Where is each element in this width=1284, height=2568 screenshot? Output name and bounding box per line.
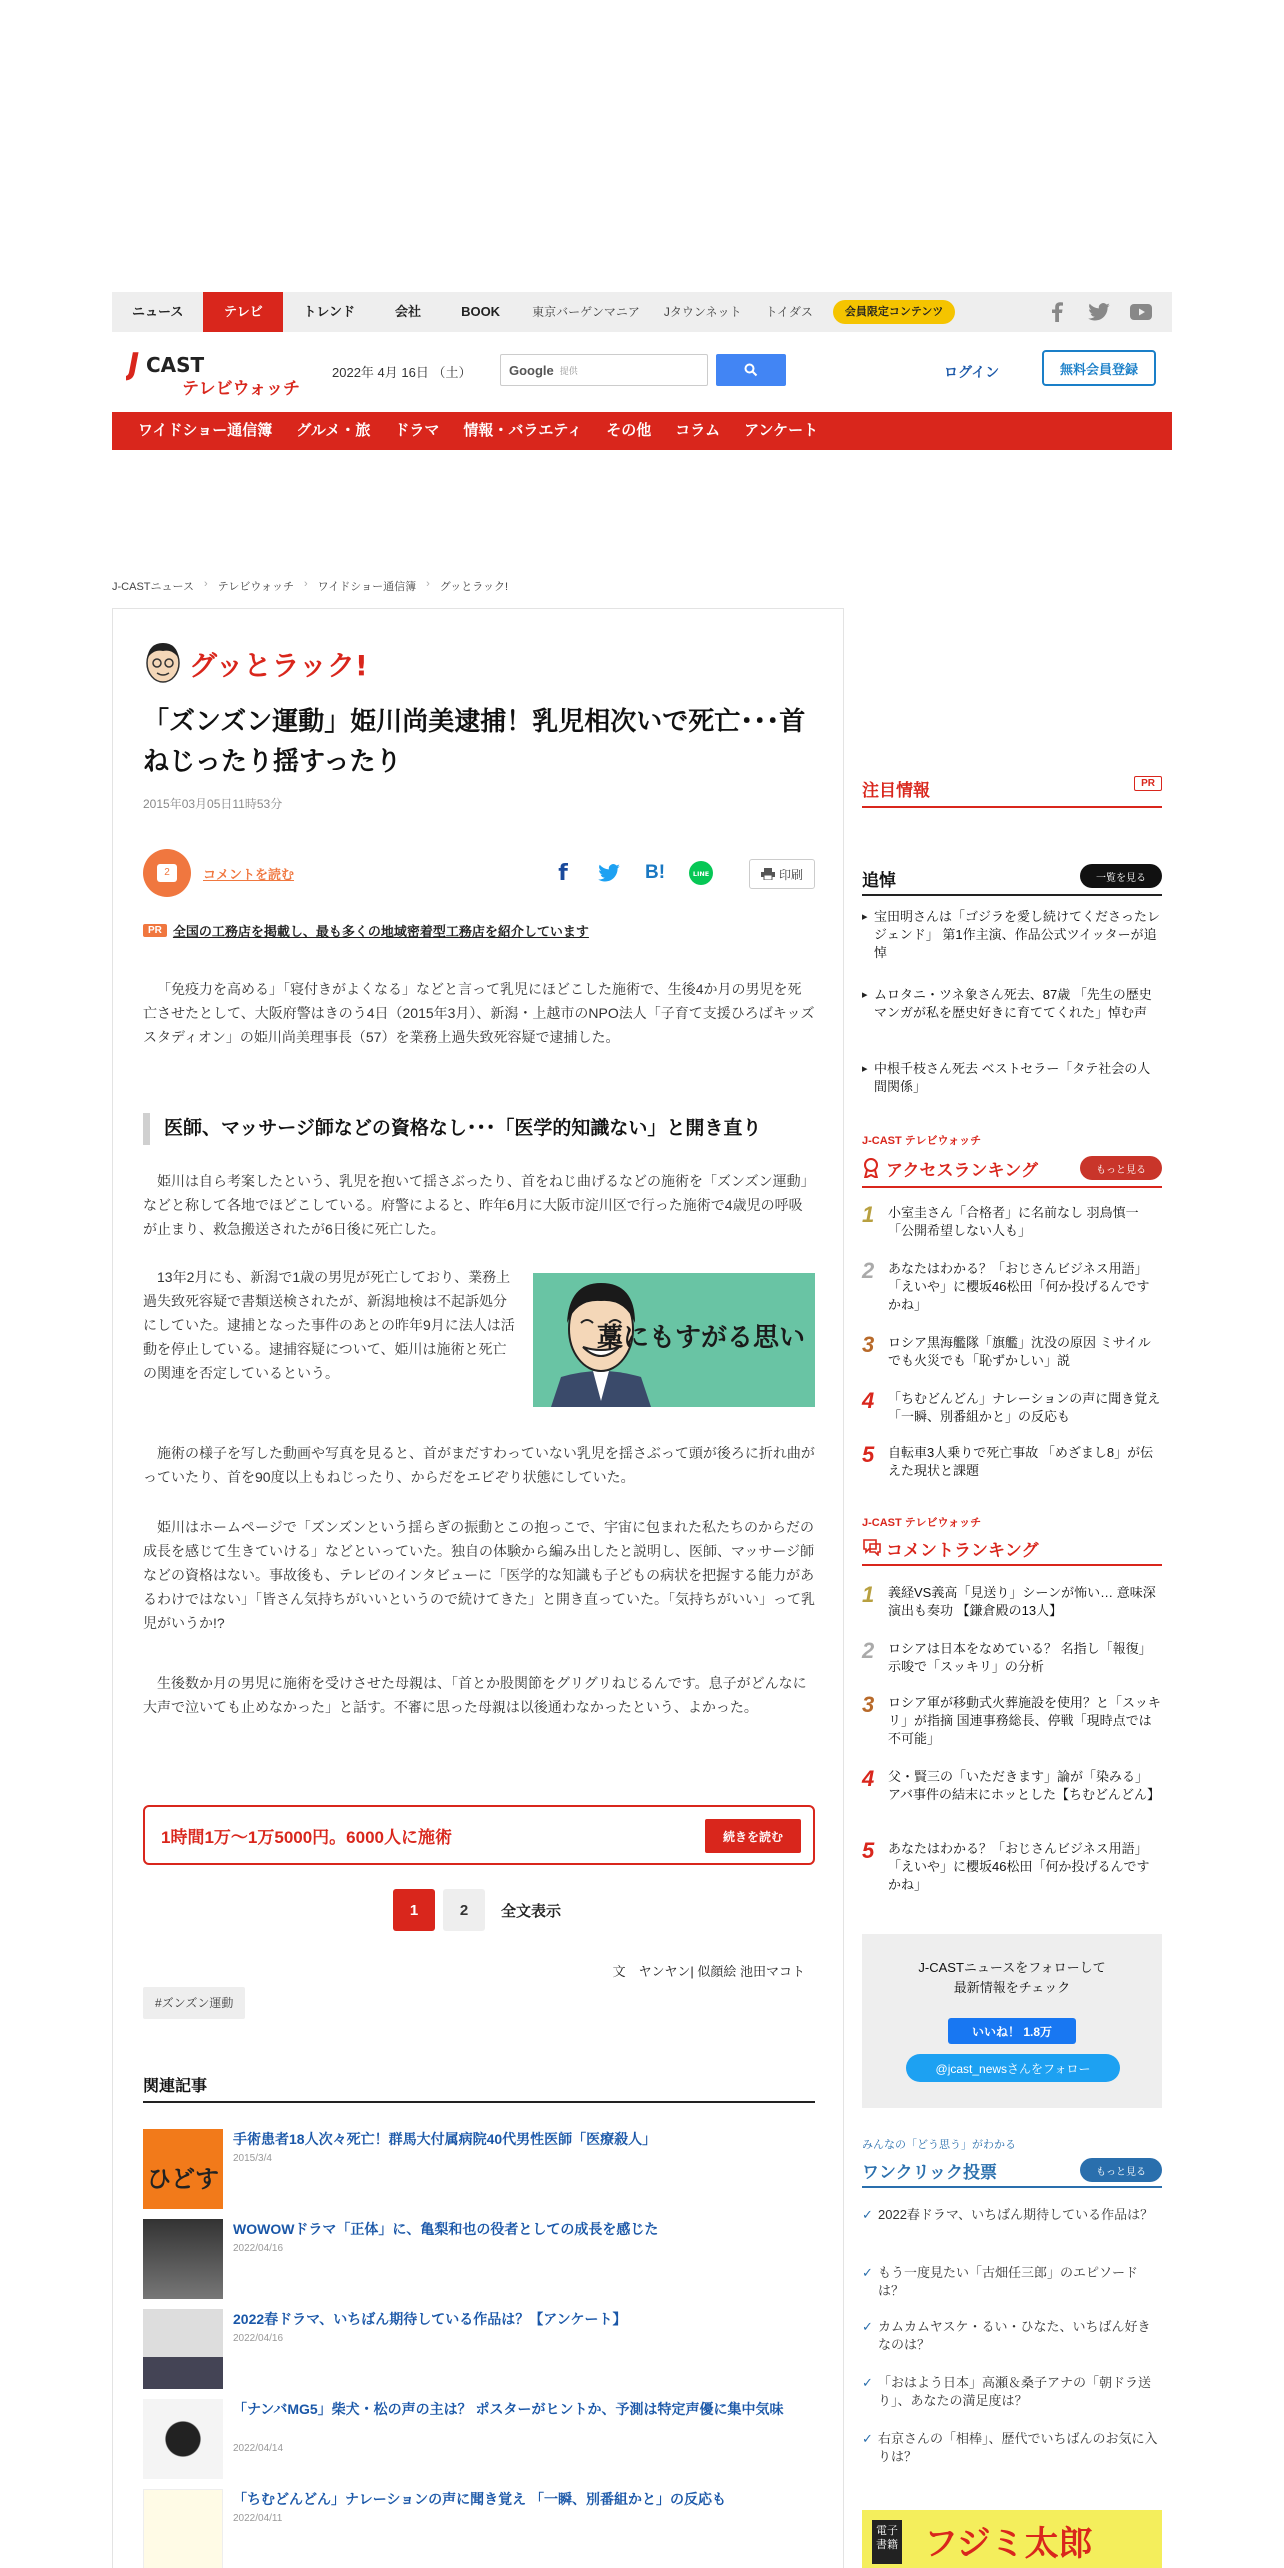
breadcrumb-item[interactable]: J-CASTニュース xyxy=(112,581,194,593)
ranking-item[interactable] xyxy=(862,1640,1162,1676)
twitter-follow-button[interactable]: @jcast_newsさんをフォロー xyxy=(906,2054,1120,2082)
banner-title: フジミ太郎 xyxy=(924,2524,1093,2564)
hatena-bookmark-icon[interactable]: B! xyxy=(644,862,666,883)
pr-badge: PR xyxy=(143,924,167,937)
link-jtown[interactable]: Jタウンネット xyxy=(663,305,742,319)
host-caricature-icon xyxy=(143,639,183,689)
related-item[interactable] xyxy=(143,2309,815,2393)
facebook-share-icon[interactable]: f xyxy=(558,860,568,886)
current-date: 2022年 4月 16日 （土） xyxy=(332,365,472,380)
breadcrumb-separator: › xyxy=(426,578,430,590)
access-ranking-title: アクセスランキング xyxy=(886,1161,1038,1180)
ranking-text: 小室圭さん「合格者」に名前なし 羽鳥慎一「公開希望しない人も」 xyxy=(888,1205,1139,1238)
featured-heading xyxy=(862,776,1162,801)
ranking-item[interactable] xyxy=(862,1694,1162,1748)
nav-survey[interactable]: アンケート xyxy=(744,422,819,439)
comment-icon[interactable] xyxy=(143,849,191,897)
ribbon-icon xyxy=(862,1158,880,1178)
svg-text:J: J xyxy=(128,347,140,382)
rank-number: 5 xyxy=(862,1838,875,1863)
read-more-button[interactable]: 続きを読む xyxy=(705,1819,801,1853)
twitter-share-icon[interactable] xyxy=(597,861,621,885)
ranking-text: あなたはわかる？「おじさんビジネス用語」 「えいや」に櫻坂46松田「何か投げるんですかね」 xyxy=(888,1261,1150,1312)
memorial-item[interactable]: ▸ 中根千枝さん死去 ベストセラー「タテ社会の人間関係」 xyxy=(862,1060,1162,1096)
rank-number: 4 xyxy=(862,1388,875,1413)
youtube-icon[interactable] xyxy=(1130,302,1152,322)
related-date: 2022/04/16 xyxy=(233,2243,284,2254)
nav-drama[interactable]: ドラマ xyxy=(394,422,440,439)
ranking-text: 義経VS義高「見送り」シーンが怖い… 意味深演出も奏功 【鎌倉殿の13人】 xyxy=(888,1585,1156,1618)
related-title-link[interactable]: WOWOWドラマ「正体」に、亀梨和也の役者としての成長を感じた xyxy=(233,2221,659,2237)
breadcrumb xyxy=(112,578,508,594)
section-nav xyxy=(112,412,1172,450)
facebook-icon[interactable] xyxy=(1046,302,1068,322)
print-label: 印刷 xyxy=(778,867,803,882)
print-button[interactable] xyxy=(749,859,815,889)
paragraph: 姫川はホームページで「ズンズンという揺らぎの振動とこの抱っこで、宇宙に包まれた私たちのからだの成長を感じて生きていける」などといっていた。独自の体験から編み出したと説明し、医師、マッサージ師などの資格はない。事故後も、テレビのインタビューに「医学的な知識も子どもの病状を把握する能力があるわけではない」「皆さん気持ちがいいというので続けてきた」と開き直っていた。「気持ちがいい」って乳児がいうか!? xyxy=(143,1519,815,1631)
breadcrumb-item[interactable]: グッとラック! xyxy=(439,581,509,593)
related-item[interactable] xyxy=(143,2129,815,2213)
ranking-item[interactable] xyxy=(862,1204,1162,1240)
breadcrumb-item[interactable]: テレビウォッチ xyxy=(217,581,294,593)
related-title-link[interactable]: 「ちむどんどん」ナレーションの声に聞き覚え 「一瞬、別番組かと」の反応も xyxy=(233,2491,727,2507)
page-2[interactable]: 2 xyxy=(443,1889,485,1931)
related-date: 2022/04/14 xyxy=(233,2443,284,2454)
divider xyxy=(862,894,1162,896)
paragraph: 13年2月にも、新潟で1歳の男児が死亡しており、業務上過失致死容疑で書類送検されたが、新潟地検は不起訴処分にしていた。逮捕となった事件のあとの昨年9月に法人は活動を停止している。逮捕容疑について、姫川は施術と死亡の関連を否定しているという。 xyxy=(143,1269,515,1381)
tab-book[interactable]: BOOK xyxy=(461,304,501,319)
nav-gourmet[interactable]: グルメ・旅 xyxy=(296,422,371,439)
related-thumb xyxy=(143,2309,223,2389)
link-toydas[interactable]: トイダス xyxy=(765,305,813,319)
ranking-text: 「ちむどんどん」ナレーションの声に聞き覚え 「一瞬、別番組かと」の反応も xyxy=(888,1391,1161,1424)
page-1[interactable]: 1 xyxy=(393,1889,435,1931)
access-more-button[interactable]: もっと見る xyxy=(1080,1156,1162,1180)
svg-text:LINE: LINE xyxy=(692,869,710,878)
comment-ranking-title: コメントランキング xyxy=(886,1541,1039,1560)
related-date: 2015/3/4 xyxy=(233,2153,272,2164)
paragraph: 生後数か月の男児に施術を受けさせた母親は、「首とか股関節をグリグリねじるんです。息子がどんなに大声で泣いても止めなかった」と話す。不審に思った母親は以後通わなかったという、よかった。 xyxy=(143,1675,807,1715)
ranking-text: 父・賢三の「いただきます」論が「染みる」 アバ事件の結末にホッとした【ちむどんどん】 xyxy=(888,1769,1160,1802)
banner-side-label: 電子書籍 xyxy=(872,2520,902,2564)
ranking-text: ロシア軍が移動式火葬施設を使用？と「スッキリ」が指摘 国連事務総長、停戦「現時点では不可能」 xyxy=(888,1695,1161,1746)
memorial-item[interactable]: ▸ ムロタニ・ツネ象さん死去、87歳 「先生の歴史マンガが私を歴史好きに育ててくれた」悼む声 xyxy=(862,986,1162,1022)
follow-box xyxy=(862,1934,1162,2108)
top-category-bar xyxy=(112,292,1172,332)
speech-bubble-icon xyxy=(862,1538,882,1556)
related-item[interactable] xyxy=(143,2219,815,2303)
poll-item[interactable]: ✓ もう一度見たい「古畑任三郎」のエピソードは？ xyxy=(862,2264,1162,2300)
follow-line-1: J-CASTニュースをフォローして xyxy=(918,1960,1106,1975)
tab-news[interactable]: ニュース xyxy=(132,304,184,319)
print-icon xyxy=(761,868,775,880)
breadcrumb-item[interactable]: ワイドショー通信簿 xyxy=(317,581,417,593)
share-bar xyxy=(143,849,815,897)
thumb-text: ひどす xyxy=(147,2166,219,2193)
login-link[interactable]: ログイン xyxy=(944,364,1000,380)
ranking-text: ロシアは日本をなめている？ 名指し「報復」示唆で「スッキリ」の分析 xyxy=(888,1641,1152,1674)
poll-item[interactable]: ✓ 2022春ドラマ、いちばん期待している作品は？ xyxy=(862,2206,1162,2224)
follow-text xyxy=(862,1958,1162,1998)
read-more-box[interactable] xyxy=(143,1805,815,1865)
article-title: 「ズンズン運動」姫川尚美逮捕！乳児相次いで死亡･･･首ねじったり揺すったり xyxy=(143,706,806,776)
poll-item[interactable]: ✓ 右京さんの「相棒」、歴代でいちばんのお気に入りは？ xyxy=(862,2430,1162,2466)
follow-line-2: 最新情報をチェック xyxy=(953,1980,1071,1995)
ranking-text: あなたはわかる？「おじさんビジネス用語」 「えいや」に櫻坂46松田「何か投げるんですかね」 xyxy=(888,1841,1150,1892)
caricature-illustration xyxy=(533,1273,815,1407)
rank-number: 4 xyxy=(862,1766,875,1791)
nav-wideshow[interactable]: ワイドショー通信簿 xyxy=(138,422,273,439)
ranking-item[interactable] xyxy=(862,1444,1162,1480)
ranking-item[interactable] xyxy=(862,1768,1162,1804)
poll-more-button[interactable]: もっと見る xyxy=(1080,2158,1162,2182)
related-date: 2022/04/16 xyxy=(233,2333,284,2344)
divider xyxy=(862,806,1162,808)
ad-banner[interactable] xyxy=(862,2510,1162,2568)
illustration-caption: 藁にもすがる思い xyxy=(596,1323,805,1353)
related-item[interactable] xyxy=(143,2399,815,2483)
tab-trend[interactable]: トレンド xyxy=(303,304,356,319)
pagination xyxy=(393,1889,561,1931)
memorial-more-button[interactable]: 一覧を見る xyxy=(1080,864,1162,888)
tab-tv[interactable]: テレビ xyxy=(203,292,283,332)
search-provider-note: 提供 xyxy=(559,365,578,376)
search-button[interactable] xyxy=(716,354,786,386)
twitter-icon[interactable] xyxy=(1088,302,1110,322)
link-bargain[interactable]: 東京バーゲンマニア xyxy=(532,305,640,319)
pr-link[interactable]: 全国の工務店を掲載し、最も多くの地域密着型工務店を紹介しています xyxy=(172,924,589,939)
poll-heading: ワンクリック投票 xyxy=(862,2163,997,2182)
section-label: J-CAST テレビウォッチ xyxy=(862,1135,982,1147)
poll-item[interactable]: ✓ 「おはよう日本」高瀬＆桑子アナの「朝ドラ送り」、あなたの満足度は？ xyxy=(862,2374,1162,2410)
featured-title: 注目情報 xyxy=(862,781,930,800)
nav-other[interactable]: その他 xyxy=(606,422,652,439)
article xyxy=(112,608,844,2568)
rank-number: 1 xyxy=(862,1202,875,1227)
pr-line[interactable] xyxy=(143,921,589,940)
rank-number: 2 xyxy=(862,1638,875,1663)
poll-item[interactable]: ✓ カムカムヤスケ・るい・ひなた、いちばん好きなのは？ xyxy=(862,2318,1162,2354)
divider xyxy=(862,2186,1162,2188)
related-thumb xyxy=(143,2489,223,2568)
nav-variety[interactable]: 情報・バラエティ xyxy=(463,422,583,439)
ranking-item[interactable] xyxy=(862,1584,1162,1620)
related-thumb xyxy=(143,2219,223,2299)
google-label: Google xyxy=(509,362,554,378)
social-links xyxy=(1046,302,1152,322)
nav-column[interactable]: コラム xyxy=(675,422,721,439)
divider xyxy=(862,1564,1162,1566)
read-comments-link[interactable]: コメントを読む xyxy=(203,866,295,882)
related-title: 関連記事 xyxy=(143,2073,815,2103)
site-header xyxy=(112,336,1172,408)
facebook-like-button[interactable]: いいね！ 1.8万 xyxy=(948,2018,1076,2044)
article-date: 2015年03月05日11時53分 xyxy=(143,797,283,811)
article-subheading: 医師、マッサージ師などの資格なし･･･「医学的知識ない」と開き直り xyxy=(143,1113,815,1145)
ranking-text: ロシア黒海艦隊「旗艦」沈没の原因 ミサイルでも火災でも「恥ずかしい」説 xyxy=(888,1335,1151,1368)
breadcrumb-separator: › xyxy=(303,578,308,590)
tab-company[interactable]: 会社 xyxy=(395,304,422,319)
rank-number: 3 xyxy=(862,1692,875,1717)
paragraph: 「免疫力を高める」「寝付きがよくなる」などと言って乳児にほどこした施術で、生後4か月の男児を死亡させたとして、大阪府警はきのう4日（2015年3月）、新潟・上越市のNPO法人「子育て支援ひろばキッズスタディオン」の姫川尚美理事長（57）を業務上過失致死容疑で逮捕した。 xyxy=(143,981,815,1045)
rank-number: 3 xyxy=(862,1332,875,1357)
related-title-link[interactable]: 「ナンバMG5」柴犬・松の声の主は？ ポスターがヒントか、予測は特定声優に集中気味 xyxy=(233,2401,784,2417)
section-label: J-CAST テレビウォッチ xyxy=(862,1517,982,1529)
ranking-item[interactable] xyxy=(862,1260,1162,1314)
related-date: 2022/04/11 xyxy=(233,2513,283,2524)
show-all-link[interactable]: 全文表示 xyxy=(501,1902,562,1920)
rank-number: 2 xyxy=(862,1258,875,1283)
rank-number: 1 xyxy=(862,1582,875,1607)
related-item[interactable] xyxy=(143,2489,815,2568)
logo-graphic xyxy=(126,346,306,398)
register-button[interactable]: 無料会員登録 xyxy=(1042,350,1156,386)
article-credit: 文 ヤンヤン| 似顔絵 池田マコト xyxy=(612,1964,805,1979)
memorial-item[interactable]: ▸ 宝田明さんは「ゴジラを愛し続けてくださったレジェンド」 第1作主演、作品公式ツイッターが追悼 xyxy=(862,908,1162,962)
line-share-icon[interactable] xyxy=(689,861,713,885)
ranking-item[interactable] xyxy=(862,1390,1162,1426)
pr-badge: PR xyxy=(1134,776,1162,791)
member-content-badge[interactable]: 会員限定コンテンツ xyxy=(833,300,955,324)
share-icons xyxy=(551,861,713,885)
divider xyxy=(862,1186,1162,1188)
memorial-heading: 追悼 xyxy=(862,871,896,890)
svg-text:テレビウォッチ: テレビウォッチ xyxy=(182,379,300,398)
paragraph: 姫川は自ら考案したという、乳児を抱いて揺さぶったり、首をねじ曲げるなどの施術を「ズンズン運動」などと称して各地でほどこしている。府警によると、昨年6月に大阪市淀川区で行った施術で4歳児の呼吸が止まり、救急搬送されたが6日後に死亡した。 xyxy=(143,1173,815,1237)
related-title-link[interactable]: 2022春ドラマ、いちばん期待している作品は？【アンケート】 xyxy=(233,2311,627,2327)
jcast-tv-logo[interactable] xyxy=(126,346,306,398)
ranking-item[interactable] xyxy=(862,1840,1162,1894)
paragraph: 施術の様子を写した動画や写真を見ると、首がまだすわっていない乳児を揺さぶって頭が後ろに折れ曲がっていたり、首を90度以上もねじったり、からだをエビぞり状態にしていた。 xyxy=(143,1445,815,1485)
breadcrumb-separator: › xyxy=(203,578,208,590)
ranking-text: 自転車3人乗りで死亡事故 「めざまし8」が伝えた現状と課題 xyxy=(888,1445,1154,1478)
rank-number: 5 xyxy=(862,1442,875,1467)
comment-ranking-heading xyxy=(862,1536,1162,1561)
comment-count: 2 xyxy=(157,864,177,882)
section-logo[interactable] xyxy=(143,639,368,689)
related-thumb xyxy=(143,2399,223,2479)
related-thumb xyxy=(143,2129,223,2209)
ranking-item[interactable] xyxy=(862,1334,1162,1370)
section-name: グッとラック! xyxy=(189,649,368,682)
related-title-link[interactable]: 手術患者18人次々死亡！群馬大付属病院40代男性医師「医療殺人」 xyxy=(233,2131,657,2147)
poll-label: みんなの「どう思う」がわかる xyxy=(862,2139,1016,2151)
search-icon xyxy=(744,363,758,377)
search-input[interactable] xyxy=(500,354,708,386)
tag-link[interactable]: #ズンズン運動 xyxy=(143,1987,245,2019)
next-page-teaser: 1時間1万～1万5000円。6000人に施術 xyxy=(161,1827,452,1847)
svg-text:CAST: CAST xyxy=(146,353,205,377)
